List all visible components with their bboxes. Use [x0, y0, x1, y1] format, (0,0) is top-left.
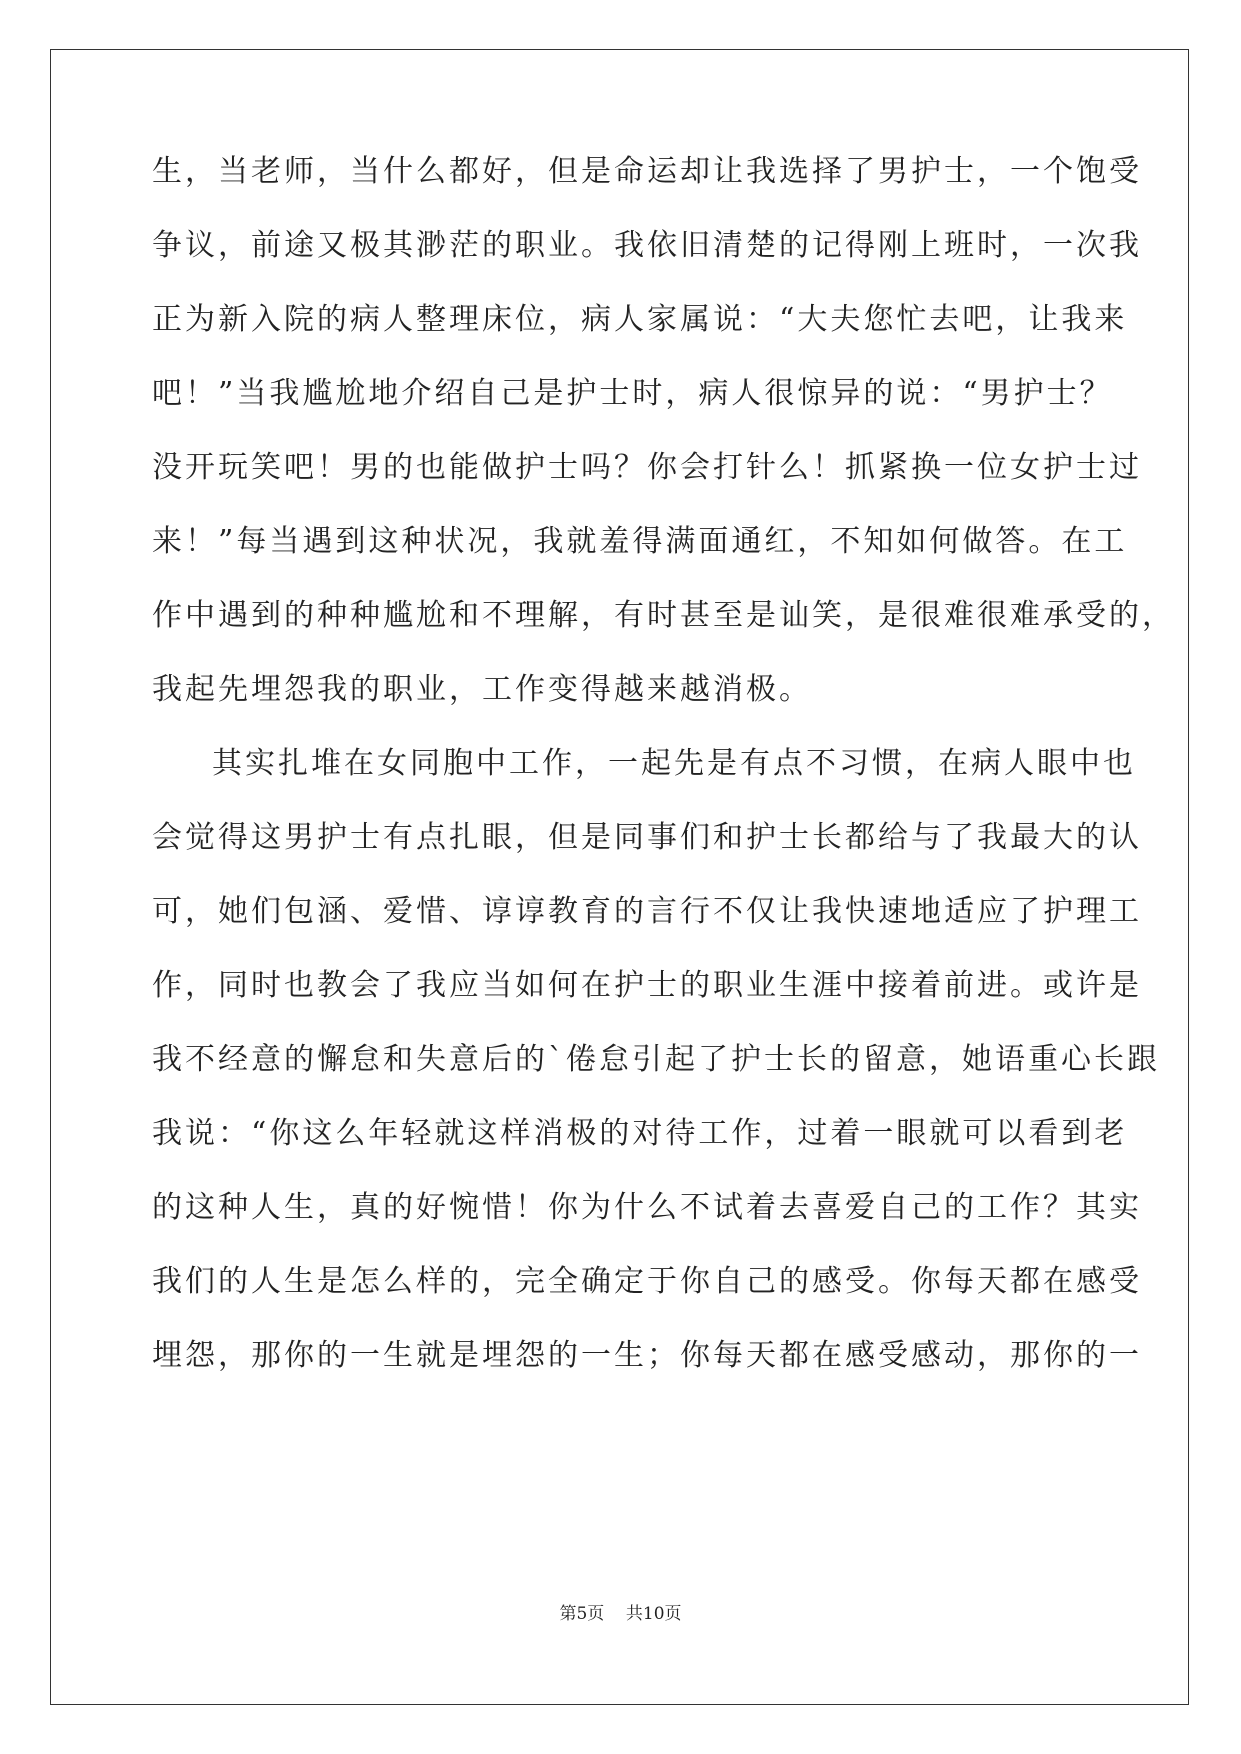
text-line-2: 争议，前途又极其渺茫的职业。我依旧清楚的记得刚上班时，一次我	[152, 228, 1142, 263]
text-line-15: 的这种人生，真的好惋惜！你为什么不试着去喜爱自己的工作？其实	[152, 1190, 1142, 1225]
text-line-10: 会觉得这男护士有点扎眼，但是同事们和护士长都给与了我最大的认	[152, 820, 1142, 855]
page-footer	[0, 1602, 1241, 1626]
text-line-5: 没开玩笑吧！男的也能做护士吗？你会打针么！抓紧换一位女护士过	[152, 450, 1142, 485]
text-line-1: 生，当老师，当什么都好，但是命运却让我选择了男护士，一个饱受	[152, 154, 1142, 189]
text-line-6: 来！”每当遇到这种状况，我就羞得满面通红，不知如何做答。在工	[152, 524, 1128, 559]
page-number: 第5页	[559, 1604, 605, 1624]
text-line-3: 正为新入院的病人整理床位，病人家属说：“大夫您忙去吧，让我来	[152, 302, 1128, 337]
page-total: 共10页	[625, 1604, 682, 1624]
footer-gap	[604, 1604, 626, 1624]
text-line-9: 其实扎堆在女同胞中工作，一起先是有点不习惯，在病人眼中也	[212, 746, 1136, 781]
text-line-16: 我们的人生是怎么样的，完全确定于你自己的感受。你每天都在感受	[152, 1264, 1142, 1299]
page-border	[50, 49, 1189, 1705]
text-line-13: 我不经意的懈怠和失意后的`倦怠引起了护士长的留意，她语重心长跟	[152, 1042, 1160, 1077]
text-line-12: 作，同时也教会了我应当如何在护士的职业生涯中接着前进。或许是	[152, 968, 1142, 1003]
text-line-11: 可，她们包涵、爱惜、谆谆教育的言行不仅让我快速地适应了护理工	[152, 894, 1142, 929]
text-line-8: 我起先埋怨我的职业，工作变得越来越消极。	[152, 672, 812, 707]
text-line-14: 我说：“你这么年轻就这样消极的对待工作，过着一眼就可以看到老	[152, 1116, 1128, 1151]
text-line-7: 作中遇到的种种尴尬和不理解，有时甚至是讪笑，是很难很难承受的，	[152, 598, 1175, 633]
text-line-17: 埋怨，那你的一生就是埋怨的一生；你每天都在感受感动，那你的一	[152, 1338, 1142, 1373]
text-line-4: 吧！”当我尴尬地介绍自己是护士时，病人很惊异的说：“男护士？	[152, 376, 1113, 411]
